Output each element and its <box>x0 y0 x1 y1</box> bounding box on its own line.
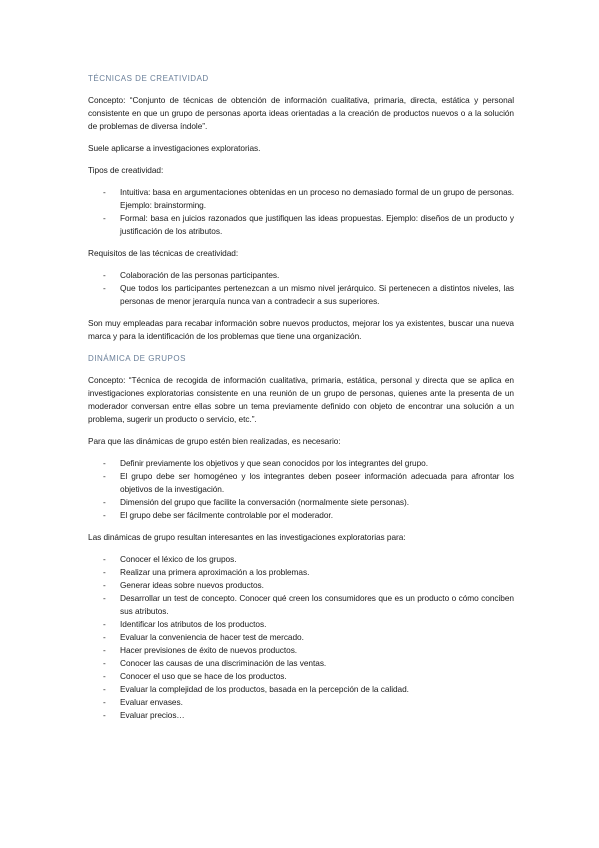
types-title: Tipos de creatividad: <box>88 165 164 175</box>
list-item: - Hacer previsiones de éxito de nuevos productos. <box>103 645 298 655</box>
list-item: - Identificar los atributos de los productos. <box>103 619 267 629</box>
bullet-dash: - <box>103 710 106 720</box>
bullet-dash: - <box>103 671 106 681</box>
bullet-dash: - <box>103 632 106 642</box>
list-item: - Colaboración de las personas participantes. <box>103 270 280 280</box>
conditions-list <box>88 457 514 522</box>
list-item: - Evaluar la complejidad de los productos, basada en la percepción de la calidad. <box>103 684 409 694</box>
bullet-dash: - <box>103 283 106 293</box>
list-item: - Desarrollar un test de concepto. Conocer qué creen los consumidores que es un producto o cómo conciben sus atributos. <box>103 593 514 616</box>
list-item: - Generar ideas sobre nuevos productos. <box>103 580 264 590</box>
bullet-dash: - <box>103 213 106 223</box>
section-heading-creatividad: TÉCNICAS DE CREATIVIDAD <box>88 74 209 83</box>
section-heading-dinamica: DINÁMICA DE GRUPOS <box>88 354 186 363</box>
types-list <box>88 186 514 238</box>
bullet-dash: - <box>103 510 106 520</box>
list-item: - Que todos los participantes pertenezcan a un mismo nivel jerárquico. Si pertenecen a distintos niveles, las personas de menor jerarquía nunca van a contradecir a sus superiores. <box>103 283 514 306</box>
bullet-dash: - <box>103 658 106 668</box>
list-item: - Conocer las causas de una discriminación de las ventas. <box>103 658 327 668</box>
list-item: - Intuitiva: basa en argumentaciones obtenidas en un proceso no demasiado formal de un grupo de personas. Ejemplo: brainstorming. <box>103 187 514 210</box>
list-item: - Formal: basa en juicios razonados que justifiquen las ideas propuestas. Ejemplo: diseños de un producto y justificación de los atributos. <box>103 213 514 236</box>
list-item: - Evaluar precios… <box>103 710 185 720</box>
list-item: - Dimensión del grupo que facilite la conversación (normalmente siete personas). <box>103 497 409 507</box>
requirements-title: Requisitos de las técnicas de creatividad: <box>88 248 239 258</box>
bullet-dash: - <box>103 471 106 481</box>
applies-paragraph: Suele aplicarse a investigaciones exploratorias. <box>88 143 261 153</box>
bullet-dash: - <box>103 593 106 603</box>
bullet-dash: - <box>103 645 106 655</box>
list-item: - Realizar una primera aproximación a los problemas. <box>103 567 310 577</box>
uses-title: Las dinámicas de grupo resultan interesantes en las investigaciones exploratorias para: <box>88 532 406 542</box>
bullet-dash: - <box>103 580 106 590</box>
list-item: - Definir previamente los objetivos y que sean conocidos por los integrantes del grupo. <box>103 458 428 468</box>
bullet-dash: - <box>103 567 106 577</box>
usage-paragraph: Son muy empleadas para recabar información sobre nuevos productos, mejorar los ya existentes, buscar una nueva marca y para la identificación de los problemas que tiene una organización. <box>88 318 514 341</box>
bullet-dash: - <box>103 458 106 468</box>
concept-paragraph: Concepto: “Conjunto de técnicas de obtención de información cualitativa, primaria, directa, estática y personal consistente en que un grupo de personas aporta ideas orientadas a la creación de productos nuevos o a la solución de problemas de diversa índole”. <box>88 95 514 131</box>
bullet-dash: - <box>103 270 106 280</box>
bullet-dash: - <box>103 187 106 197</box>
list-item: - Evaluar la conveniencia de hacer test de mercado. <box>103 632 304 642</box>
bullet-dash: - <box>103 697 106 707</box>
bullet-dash: - <box>103 554 106 564</box>
list-item: - El grupo debe ser homogéneo y los integrantes deben poseer información adecuada para afrontar los objetivos de la investigación. <box>103 471 514 494</box>
concept-paragraph: Concepto: “Técnica de recogida de información cualitativa, primaria, estática, personal y directa que se aplica en investigaciones exploratorias consistente en una reunión de un grupo de personas, quienes ante la presenta de un moderador conversan entre ellas sobre un tema previamente definido con objeto de encontrar una solución a un problema, sugerir un producto o servicio, etc.”. <box>88 375 514 424</box>
uses-list <box>88 553 514 722</box>
bullet-dash: - <box>103 619 106 629</box>
bullet-dash: - <box>103 684 106 694</box>
document-page <box>88 72 514 731</box>
list-item: - Conocer el uso que se hace de los productos. <box>103 671 287 681</box>
list-item: - Evaluar envases. <box>103 697 183 707</box>
bullet-dash: - <box>103 497 106 507</box>
list-item: - El grupo debe ser fácilmente controlable por el moderador. <box>103 510 333 520</box>
conditions-title: Para que las dinámicas de grupo estén bien realizadas, es necesario: <box>88 436 341 446</box>
requirements-list <box>88 269 514 308</box>
list-item: - Conocer el léxico de los grupos. <box>103 554 237 564</box>
